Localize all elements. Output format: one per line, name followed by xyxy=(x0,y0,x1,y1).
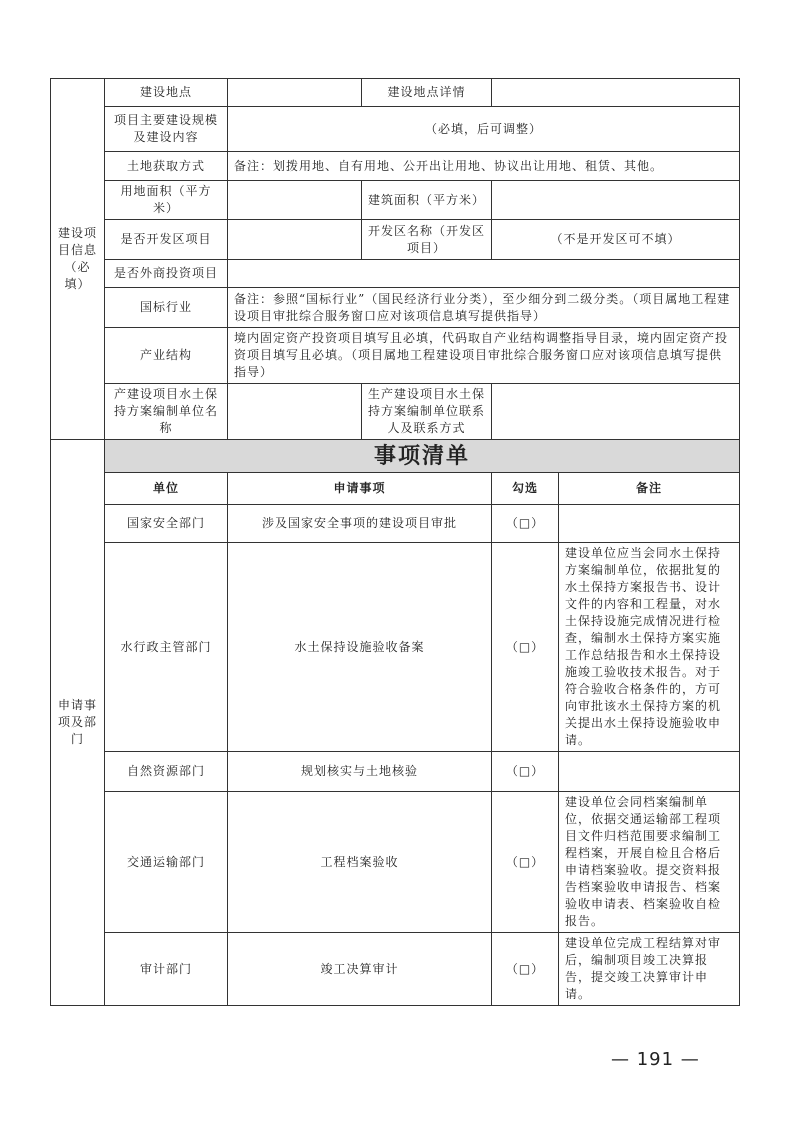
land-area-field[interactable] xyxy=(228,181,362,220)
row-structure xyxy=(51,328,740,384)
row-area xyxy=(51,181,740,220)
row-industry xyxy=(51,288,740,328)
row-foreign xyxy=(51,260,740,288)
location-field[interactable] xyxy=(228,79,362,107)
industry-label: 国标行业 xyxy=(105,288,228,328)
scale-field[interactable]: （必填，后可调整） xyxy=(228,107,740,152)
row-item: 工程档案验收 xyxy=(228,792,492,933)
row-unit: 交通运输部门 xyxy=(105,792,228,933)
row-note: 建设单位完成工程结算对审后，编制项目竣工决算报告，提交竣工决算审计申请。 xyxy=(559,933,740,1006)
table-row xyxy=(51,543,740,752)
location-label: 建设地点 xyxy=(105,79,228,107)
row-land-method xyxy=(51,152,740,181)
header-check: 勾选 xyxy=(492,473,559,505)
table-row xyxy=(51,933,740,1006)
dev-zone-label: 是否开发区项目 xyxy=(105,220,228,260)
row-checkbox[interactable]: （□） xyxy=(492,505,559,543)
dev-zone-field[interactable] xyxy=(228,220,362,260)
table-row xyxy=(51,505,740,543)
row-item: 竣工决算审计 xyxy=(228,933,492,1006)
row-checkbox[interactable]: （□） xyxy=(492,933,559,1006)
dev-zone-name-field[interactable]: （不是开发区可不填） xyxy=(492,220,740,260)
row-item: 涉及国家安全事项的建设项目审批 xyxy=(228,505,492,543)
row-items-header xyxy=(51,473,740,505)
foreign-field[interactable] xyxy=(228,260,740,288)
row-scale xyxy=(51,107,740,152)
row-checkbox[interactable]: （□） xyxy=(492,792,559,933)
row-item: 规划核实与土地核验 xyxy=(228,752,492,792)
build-info-section-label: 建设项目信息（必填） xyxy=(51,79,105,440)
row-location xyxy=(51,79,740,107)
structure-label: 产业结构 xyxy=(105,328,228,384)
row-unit: 水行政主管部门 xyxy=(105,543,228,752)
location-detail-label: 建设地点详情 xyxy=(362,79,492,107)
row-plan-unit xyxy=(51,384,740,440)
row-note: 建设单位会同档案编制单位，依据交通运输部工程项目文件归档范围要求编制工程档案，开展自检且合格后申请档案验收。提交资料报告档案验收申请报告、档案验收申请表、档案验收自检报告。 xyxy=(559,792,740,933)
row-note xyxy=(559,505,740,543)
land-method-field[interactable]: 备注：划拨用地、自有用地、公开出让用地、协议出让用地、租赁、其他。 xyxy=(228,152,740,181)
building-area-label: 建筑面积（平方米） xyxy=(362,181,492,220)
table-row xyxy=(51,752,740,792)
land-method-label: 土地获取方式 xyxy=(105,152,228,181)
scale-label: 项目主要建设规模及建设内容 xyxy=(105,107,228,152)
location-detail-field[interactable] xyxy=(492,79,740,107)
row-checkbox[interactable]: （□） xyxy=(492,543,559,752)
plan-contact-label: 生产建设项目水土保持方案编制单位联系人及联系方式 xyxy=(362,384,492,440)
foreign-label: 是否外商投资项目 xyxy=(105,260,228,288)
structure-field[interactable]: 境内固定资产投资项目填写且必填，代码取自产业结构调整指导目录，境内固定资产投资项目填写且必填。（项目属地工程建设项目审批综合服务窗口应对该项信息填写提供指导） xyxy=(228,328,740,384)
row-dev-zone xyxy=(51,220,740,260)
plan-unit-field[interactable] xyxy=(228,384,362,440)
table-row xyxy=(51,792,740,933)
header-note: 备注 xyxy=(559,473,740,505)
plan-contact-field[interactable] xyxy=(492,384,740,440)
row-note: 建设单位应当会同水土保持方案编制单位，依据批复的水土保持方案报告书、设计文件的内容和工程量，对水土保持设施完成情况进行检查，编制水土保持方案实施工作总结报告和水土保持设施竣工验收技术报告。对于符合验收合格条件的，方可向审批该水土保持方案的机关提出水土保持设施验收申请。 xyxy=(559,543,740,752)
row-item: 水土保持设施验收备案 xyxy=(228,543,492,752)
row-unit: 自然资源部门 xyxy=(105,752,228,792)
items-title: 事项清单 xyxy=(105,440,740,473)
row-unit: 国家安全部门 xyxy=(105,505,228,543)
header-item: 申请事项 xyxy=(228,473,492,505)
page-number: — 191 — xyxy=(611,1049,700,1070)
row-checkbox[interactable]: （□） xyxy=(492,752,559,792)
building-area-field[interactable] xyxy=(492,181,740,220)
row-note xyxy=(559,752,740,792)
plan-unit-label: 产建设项目水土保持方案编制单位名称 xyxy=(105,384,228,440)
dev-zone-name-label: 开发区名称（开发区项目） xyxy=(362,220,492,260)
row-unit: 审计部门 xyxy=(105,933,228,1006)
items-section-label: 申请事项及部门 xyxy=(51,440,105,1006)
row-items-title xyxy=(51,440,740,473)
industry-field[interactable]: 备注：参照“国标行业”（国民经济行业分类），至少细分到二级分类。（项目属地工程建设项目审批综合服务窗口应对该项信息填写提供指导） xyxy=(228,288,740,328)
header-unit: 单位 xyxy=(105,473,228,505)
form-table xyxy=(50,78,740,1006)
land-area-label: 用地面积（平方米） xyxy=(105,181,228,220)
